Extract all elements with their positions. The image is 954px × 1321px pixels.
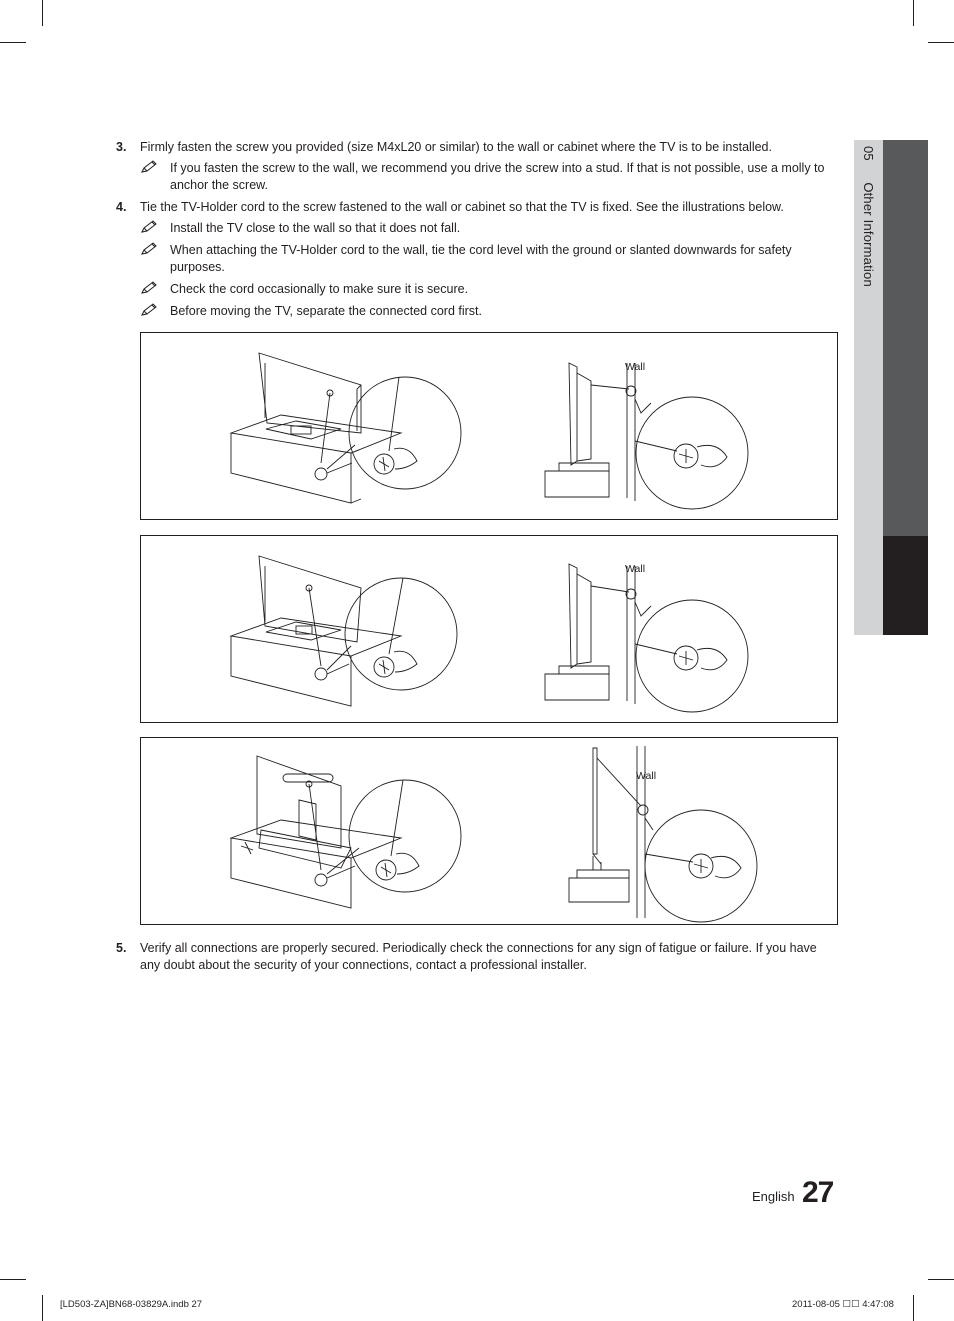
illustration-panel-3 xyxy=(140,737,838,925)
pencil-note-icon xyxy=(140,220,158,234)
chapter-title: Other Information xyxy=(861,182,876,287)
note-text: When attaching the TV-Holder cord to the wall, tie the cord level with the ground or slanted downwards for safety purposes. xyxy=(170,243,792,274)
step-text: Firmly fasten the screw you provided (size M4xL20 or similar) to the wall or cabinet where the TV is to be installed. xyxy=(140,140,772,154)
step-3 xyxy=(116,139,840,156)
tv-holder-illustration xyxy=(141,333,839,521)
step-text: Tie the TV-Holder cord to the screw fastened to the wall or cabinet so that the TV is fixed. See the illustrations below. xyxy=(140,200,784,214)
illustration-panel-1 xyxy=(140,332,838,520)
page-number: 27 xyxy=(802,1176,834,1209)
note-item xyxy=(140,220,840,237)
step-5 xyxy=(116,940,840,974)
note-item xyxy=(140,160,840,194)
step-number: 3. xyxy=(116,140,127,154)
step-text: Verify all connections are properly secured. Periodically check the connections for any sign of fatigue or failure. If you have any doubt about the security of your connections, contact a professional installer. xyxy=(140,941,817,972)
tv-holder-illustration xyxy=(141,738,839,926)
footer-language: English xyxy=(752,1189,795,1204)
step-4 xyxy=(116,199,840,216)
wall-label: Wall xyxy=(625,563,646,575)
print-slug-file: [LD503-ZA]BN68-03829A.indb 27 xyxy=(60,1299,203,1310)
note-text: If you fasten the screw to the wall, we recommend you drive the screw into a stud. If that is not possible, use a molly to anchor the screw. xyxy=(170,161,825,192)
pencil-note-icon xyxy=(140,242,158,256)
note-text: Install the TV close to the wall so that it does not fall. xyxy=(170,221,461,235)
wall-label: Wall xyxy=(625,361,646,373)
chapter-number: 05 xyxy=(861,146,876,161)
wall-label: Wall xyxy=(636,770,657,782)
note-text: Check the cord occasionally to make sure it is secure. xyxy=(170,282,469,296)
step-number: 5. xyxy=(116,941,127,955)
note-item xyxy=(140,242,840,276)
pencil-note-icon xyxy=(140,160,158,174)
note-item xyxy=(140,303,840,320)
print-slug-date: 2011-08-05 ☐☐ 4:47:08 xyxy=(792,1299,894,1310)
tv-holder-illustration xyxy=(141,536,839,724)
pencil-note-icon xyxy=(140,281,158,295)
note-item xyxy=(140,281,840,298)
pencil-note-icon xyxy=(140,303,158,317)
illustration-panel-2 xyxy=(140,535,838,723)
step-number: 4. xyxy=(116,200,127,214)
note-text: Before moving the TV, separate the connected cord first. xyxy=(170,304,482,318)
